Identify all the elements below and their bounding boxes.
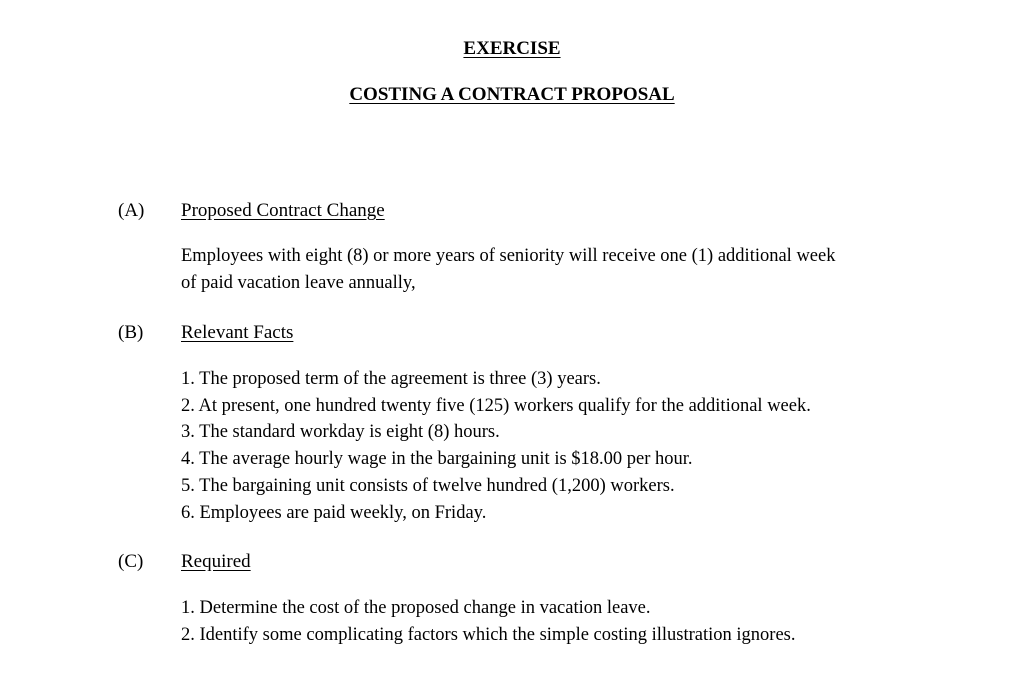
section-a-paragraph-line-2: of paid vacation leave annually, [181,272,416,293]
list-item: 6. Employees are paid weekly, on Friday. [181,502,487,523]
list-item: 5. The bargaining unit consists of twelve hundred (1,200) workers. [181,475,675,496]
list-item: 2. Identify some complicating factors which the simple costing illustration ignores. [181,624,796,645]
list-item: 1. Determine the cost of the proposed change in vacation leave. [181,598,651,618]
list-item: 2. At present, one hundred twenty five (125) workers qualify for the additional week. [181,395,811,416]
list-item: 3. The standard workday is eight (8) hours. [181,422,500,443]
section-b-heading: Relevant Facts [181,322,294,343]
section-a-paragraph [181,243,911,296]
list-item: 4. The average hourly wage in the bargaining unit is $18.00 per hour. [181,449,693,470]
section-a-heading: Proposed Contract Change [181,200,385,221]
section-b-letter: (B) [118,322,144,343]
relevant-facts-list [181,366,811,526]
section-c-letter: (C) [118,551,144,572]
list-item: 1. The proposed term of the agreement is three (3) years. [181,369,601,389]
section-a-paragraph-line-1: Employees with eight (8) or more years of seniority will receive one (1) additional week [181,246,836,266]
document-title: EXERCISE [463,38,561,59]
document-subtitle: COSTING A CONTRACT PROPOSAL [349,84,675,105]
required-list [181,595,795,648]
section-c-heading: Required [181,551,251,572]
section-a-letter: (A) [118,200,145,221]
